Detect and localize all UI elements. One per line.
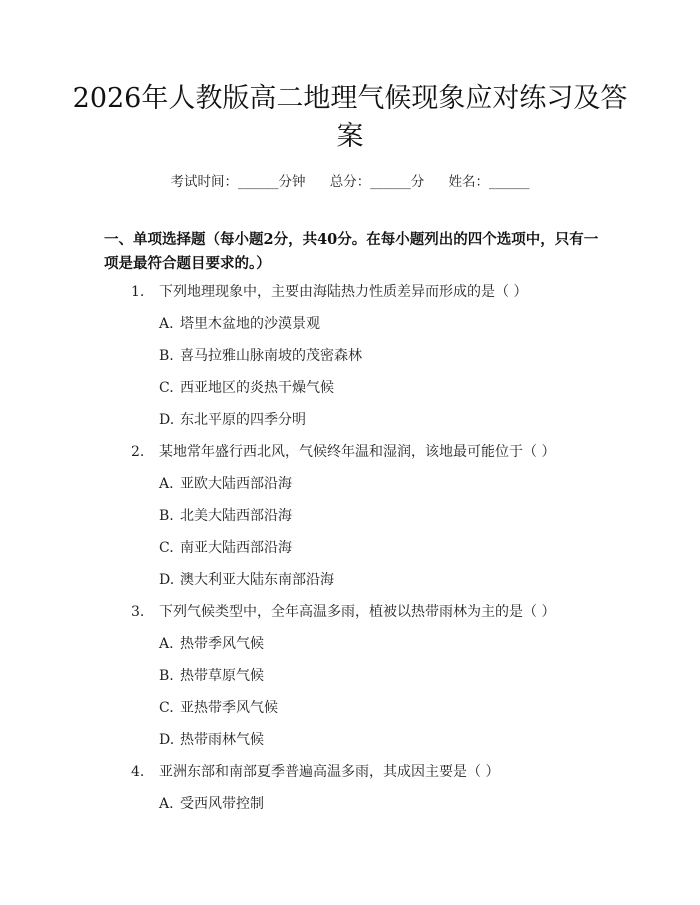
option-letter: D. <box>159 412 175 428</box>
option-text: 热带雨林气候 <box>180 732 264 748</box>
option-letter: D. <box>159 732 175 748</box>
exam-info-line <box>0 170 700 190</box>
option-text: 西亚地区的炎热干燥气候 <box>180 380 334 396</box>
exam-time-field: 考试时间：______分钟 <box>170 174 306 190</box>
option-text: 塔里木盆地的沙漠景观 <box>180 316 320 332</box>
option-text: 东北平原的四季分明 <box>180 412 306 428</box>
option-text: 亚欧大陆西部沿海 <box>180 476 292 492</box>
option-text: 受西风带控制 <box>180 796 264 812</box>
option-letter: A. <box>159 476 174 492</box>
question-text: 亚洲东部和南部夏季普遍高温多雨，其成因主要是（ ） <box>159 764 500 780</box>
document-title: 2026年人教版高二地理气候现象应对练习及答案 <box>72 83 628 152</box>
option-text: 热带草原气候 <box>180 668 264 684</box>
question-number: 2. <box>131 444 145 460</box>
option-text: 热带季风气候 <box>180 636 264 652</box>
option-text: 澳大利亚大陆东南部沿海 <box>180 572 334 588</box>
option-letter: A. <box>159 796 174 812</box>
student-name-field: 姓名：______ <box>448 174 530 190</box>
question-text: 某地常年盛行西北风，气候终年温和湿润，该地最可能位于（ ） <box>159 444 556 460</box>
option-letter: B. <box>159 348 174 364</box>
option-letter: A. <box>159 636 174 652</box>
option-text: 喜马拉雅山脉南坡的茂密森林 <box>180 348 362 364</box>
option-letter: A. <box>159 316 174 332</box>
option-letter: C. <box>159 540 174 556</box>
question-text: 下列地理现象中，主要由海陆热力性质差异而形成的是（ ） <box>159 284 528 300</box>
option-text: 南亚大陆西部沿海 <box>180 540 292 556</box>
option-letter: D. <box>159 572 175 588</box>
question-number: 3. <box>131 604 145 620</box>
option-text: 北美大陆西部沿海 <box>180 508 292 524</box>
question-text: 下列气候类型中，全年高温多雨，植被以热带雨林为主的是（ ） <box>159 604 556 620</box>
question-number: 1. <box>131 284 145 300</box>
option-letter: C. <box>159 380 174 396</box>
section-header-single-choice: 一、单项选择题（每小题2分，共40分。在每小题列出的四个选项中，只有一项是最符合题目要求的。） <box>104 231 599 272</box>
total-score-field: 总分：______分 <box>329 174 425 190</box>
question-number: 4. <box>131 764 145 780</box>
option-letter: C. <box>159 700 174 716</box>
option-letter: B. <box>159 508 174 524</box>
option-text: 亚热带季风气候 <box>180 700 278 716</box>
option-letter: B. <box>159 668 174 684</box>
